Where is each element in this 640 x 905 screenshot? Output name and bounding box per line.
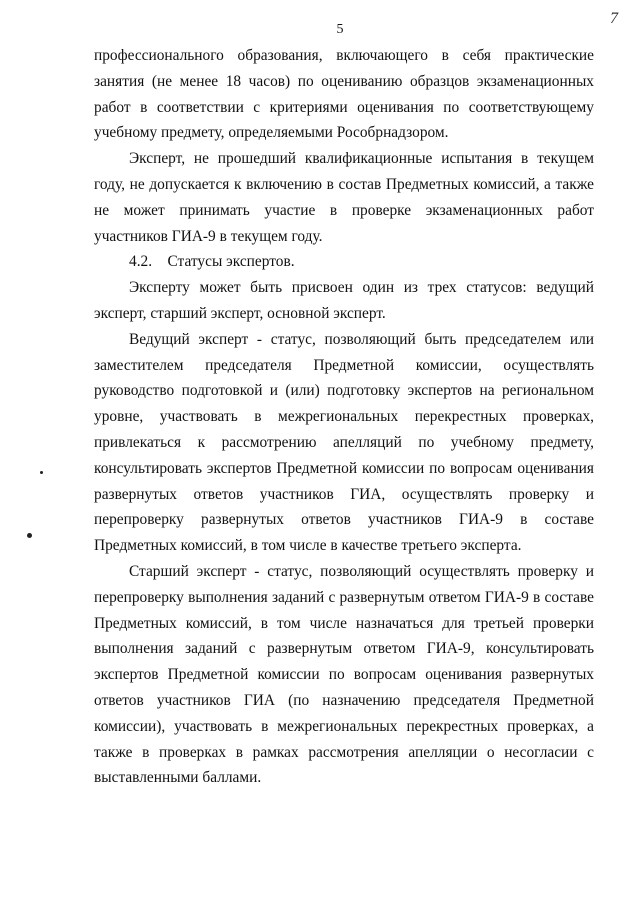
handwritten-page-mark: 7 bbox=[610, 10, 618, 27]
paragraph-senior-expert: Старший эксперт - статус, позволяющий осуществлять проверку и перепроверку выполнения заданий с развернутым ответом ГИА-9 в составе Предметных комиссий, в том числе назначаться для третьей проверки выполнения заданий с развернутым ответом ГИА-9, консультировать экспертов Предметной комиссии по вопросам оценивания развернутых ответов участников ГИА (по назначению председателя Предметной комиссии), участвовать в межрегиональных перекрестных проверках, а также в проверках в рамках рассмотрения апелляции о несогласии с выставленными баллами. bbox=[94, 562, 594, 787]
page-number: 5 bbox=[336, 22, 344, 37]
section-heading bbox=[94, 249, 594, 275]
paragraph-lead-expert: Ведущий эксперт - статус, позволяющий быть председателем или заместителем председателя Предметной комиссии, осуществлять руководство подготовкой и (или) подготовку экспертов на региональном уровне, участвовать в межрегиональных перекрестных проверках, привлекаться к рассмотрению апелляций по учебному предмету, консультировать экспертов Предметной комиссии по вопросам оценивания развернутых ответов участников ГИА, осуществлять проверку и перепроверку развернутых ответов участников ГИА-9 в составе Предметных комиссий, в том числе в качестве третьего эксперта. bbox=[94, 330, 594, 555]
paragraph-continuation: профессионального образования, включающего в себя практические занятия (не менее 18 часов) по оцениванию образцов экзаменационных работ в соответствии с критериями оценивания по соответствующему учебному предмету, определяемыми Рособрнадзором. bbox=[94, 47, 594, 142]
paragraph-qualification: Эксперт, не прошедший квалификационные испытания в текущем году, не допускается к включению в состав Предметных комиссий, а также не может принимать участие в проверке экзаменационных работ участников ГИА-9 в текущем году. bbox=[94, 150, 594, 245]
scan-speck bbox=[27, 533, 32, 538]
document-body bbox=[94, 43, 594, 791]
section-title: Статусы экспертов. bbox=[167, 253, 295, 271]
paragraph-statuses: Эксперту может быть присвоен один из трех статусов: ведущий эксперт, старший эксперт, основной эксперт. bbox=[94, 279, 594, 322]
scan-speck bbox=[40, 471, 43, 474]
section-number: 4.2. bbox=[129, 253, 153, 271]
